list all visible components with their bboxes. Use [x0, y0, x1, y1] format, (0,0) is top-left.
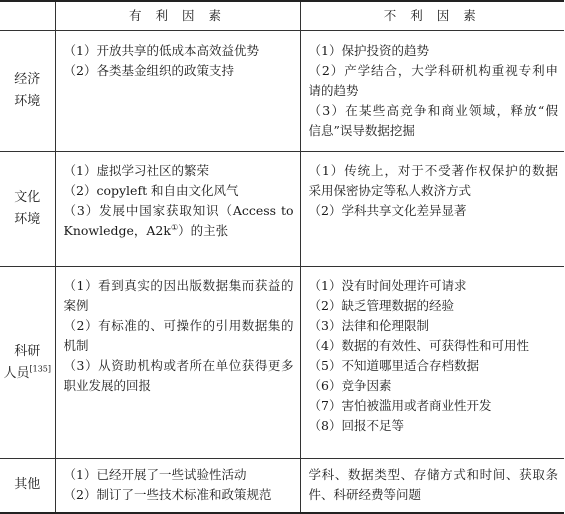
favorable-item: （2）copyleft 和自由文化风气: [63, 183, 239, 198]
unfavorable-cell: [300, 267, 564, 459]
footnote-marker: ①: [170, 222, 179, 232]
unfavorable-item: （3）在某些高竞争和商业领域，释放“假: [308, 103, 558, 118]
unfavorable-item: （2）学科共享文化差异显著: [308, 203, 467, 218]
row-label-line: 环境: [14, 212, 41, 227]
favorable-item: （1）虚拟学习社区的繁荣: [63, 163, 209, 178]
favorable-item: [64, 221, 294, 241]
unfavorable-cell: [300, 459, 564, 513]
unfavorable-item: 学科、数据类型、存储方式和时间、获取条: [308, 467, 558, 483]
favorable-item: 机制: [63, 338, 89, 353]
header-favorable: 有 利 因 素: [55, 1, 300, 31]
row-label-text: 人员: [3, 365, 30, 381]
unfavorable-item: （4）数据的有效性、可获得性和可用性: [308, 338, 529, 353]
table-header-row: [0, 1, 564, 31]
favorable-text: ）的主张: [178, 223, 229, 238]
unfavorable-item: （2）缺乏管理数据的经验: [308, 298, 454, 313]
table-row: [0, 267, 564, 459]
favorable-item: （3）发展中国家获取知识（Access to: [63, 203, 294, 218]
header-unfavorable: 不 利 因 素: [300, 1, 564, 31]
unfavorable-item: 件、科研经费等问题: [308, 487, 422, 503]
unfavorable-item: 请的趋势: [308, 83, 359, 98]
favorable-item: （1）看到真实的因出版数据集而获益的: [63, 278, 294, 293]
favorable-item: （1）开放共享的低成本高效益优势: [63, 43, 259, 58]
unfavorable-item: （3）法律和伦理限制: [308, 318, 429, 333]
favorable-item: （3）从资助机构或者所在单位获得更多: [63, 358, 294, 373]
favorable-cell: [55, 152, 300, 267]
table-row: [0, 459, 564, 513]
row-label-line: 环境: [14, 94, 41, 109]
unfavorable-cell: [300, 31, 564, 152]
favorable-item: （2）有标准的、可操作的引用数据集的: [63, 318, 294, 333]
favorable-item: （2）各类基金组织的政策支持: [63, 63, 234, 78]
favorable-text: Knowledge，A2k: [63, 223, 171, 238]
citation-ref: [135]: [29, 364, 52, 374]
row-label-line: 科研: [14, 343, 41, 359]
favorable-cell: [55, 267, 300, 459]
row-label-line: [0, 363, 55, 385]
row-label-line: 经济: [14, 72, 41, 87]
row-label-economic: [0, 31, 55, 152]
favorable-cell: [55, 459, 300, 513]
row-label-line: 文化: [14, 190, 41, 205]
row-label-researchers: [0, 267, 55, 459]
favorable-item: 案例: [63, 298, 89, 313]
unfavorable-item: （1）传统上，对于不受著作权保护的数据: [308, 163, 558, 178]
table-row: [0, 152, 564, 267]
header-blank: [0, 1, 55, 31]
unfavorable-item: 采用保密协定等私人救济方式: [308, 183, 472, 198]
unfavorable-item: （2）产学结合，大学科研机构重视专利申: [308, 63, 558, 78]
unfavorable-item: （6）竞争因素: [308, 378, 392, 393]
unfavorable-item: （7）害怕被滥用或者商业性开发: [308, 398, 492, 413]
unfavorable-item: （1）保护投资的趋势: [308, 43, 429, 58]
table-row: [0, 31, 564, 152]
unfavorable-item: （8）回报不足等: [308, 418, 404, 433]
unfavorable-item: （5）不知道哪里适合存档数据: [308, 358, 479, 373]
unfavorable-item: （1）没有时间处理许可请求: [308, 278, 467, 293]
row-label-other: [0, 459, 55, 513]
row-label-cultural: [0, 152, 55, 267]
unfavorable-item: 信息”误导数据挖掘: [308, 123, 415, 138]
favorable-item: 职业发展的回报: [63, 378, 152, 393]
favorable-cell: [55, 31, 300, 152]
row-label-line: 其他: [14, 477, 41, 493]
favorable-item: （2）制订了一些技术标准和政策规范: [63, 487, 272, 503]
favorable-item: （1）已经开展了一些试验性活动: [63, 467, 247, 483]
unfavorable-cell: [300, 152, 564, 267]
